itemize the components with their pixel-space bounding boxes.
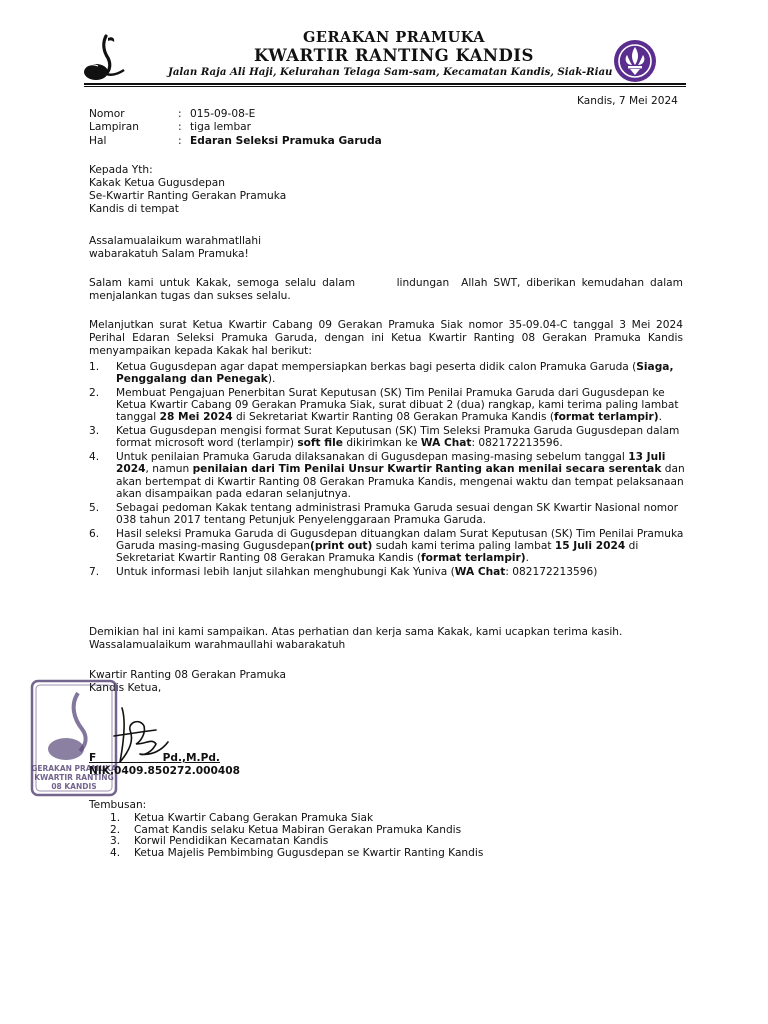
list-number: 6. bbox=[89, 527, 100, 540]
list-number: 2. bbox=[89, 387, 100, 399]
body-paragraph: Melanjutkan surat Ketua Kwartir Cabang 09 Gerakan Pramuka Siak nomor 35-09.04-C tanggal 3 Mei 2024 Perihal Edaran Seleksi Pramuka Garuda, dengan ini Ketua Kwartir Ranting 08 Gerakan Pramuka Kandis menyampaikan kepada Kakak hal berikut: bbox=[89, 319, 683, 357]
list-text-bold: WA Chat bbox=[420, 437, 472, 450]
meta-label: Hal bbox=[89, 135, 107, 147]
list-text-bold: (print out) bbox=[310, 539, 373, 552]
list-text-bold: 13 Juli 2024 bbox=[116, 451, 666, 476]
list-text: . bbox=[658, 411, 662, 424]
list-item bbox=[89, 361, 685, 385]
list-text-bold: penilaian dari Tim Penilai Unsur Kwartir Ranting akan menilai secara serentak bbox=[192, 463, 662, 476]
list-text: Membuat Pengajuan Penerbitan Surat Keputusan (SK) Tim Penilai Pramuka Garuda dari Gugusdepan ke Ketua Kwartir Cabang 09 Gerakan Pramuka Siak, surat dibuat 2 (dua) rangkap, kami terima paling lambat tanggal bbox=[116, 387, 679, 424]
meta-colon: : bbox=[178, 135, 182, 147]
meta-value: tiga lembar bbox=[190, 121, 252, 133]
list-number: 3. bbox=[110, 835, 121, 848]
list-number: 2. bbox=[110, 823, 121, 836]
recipient-line: Kepada Yth: bbox=[89, 164, 153, 176]
meta-label: Nomor bbox=[89, 108, 125, 120]
stamp-text-line1: GERAKAN PRAMUKA bbox=[31, 764, 117, 773]
signature-block bbox=[89, 669, 286, 695]
list-text: Sebagai pedoman Kakak tentang administrasi Pramuka Garuda sesuai dengan SK Kwartir Nasional nomor 038 tahun 2017 tentang Petunjuk Penyelenggaraan Pramuka Garuda. bbox=[116, 501, 678, 526]
list-text: , namun bbox=[145, 463, 193, 476]
list-text: . bbox=[525, 552, 529, 565]
list-item bbox=[89, 451, 685, 500]
stamp-text-line2: KWARTIR RANTING bbox=[34, 773, 114, 782]
list-text: Ketua Gugusdepan agar dapat mempersiapkan berkas bagi peserta didik calon Pramuka Garuda ( bbox=[116, 361, 637, 373]
list-text: Untuk penilaian Pramuka Garuda dilaksanakan di Gugusdepan masing-masing sebelum tanggal bbox=[116, 451, 629, 464]
list-text: di Sekretariat Kwartir Ranting 08 Gerakan Pramuka Kandis ( bbox=[116, 539, 639, 565]
meta-value: 015-09-08-E bbox=[190, 108, 256, 120]
list-number: 1. bbox=[89, 361, 100, 373]
meta-nomor bbox=[89, 108, 255, 121]
list-text: dan akan bertempat di Kwartir Ranting 08 Gerakan Pramuka Kandis, mengenai waktu dan tempat pelaksanaan akan disampaikan pada edaran selanjutnya. bbox=[116, 463, 685, 500]
list-item bbox=[89, 425, 685, 449]
signature-role: Kandis Ketua, bbox=[89, 682, 162, 694]
list-text: Ketua Gugusdepan mengisi format Surat Keputusan (SK) Tim Seleksi Pramuka Garuda Gugusdepan dalam format microsoft word (terlampir) bbox=[116, 425, 680, 450]
list-text-bold: format terlampir) bbox=[420, 552, 526, 565]
signature-org: Kwartir Ranting 08 Gerakan Pramuka bbox=[89, 669, 286, 681]
stamp-text-line3: 08 KANDIS bbox=[51, 782, 97, 791]
list-text-bold: Siaga, Penggalang dan Penegak bbox=[116, 361, 674, 386]
recipient-line: Kandis di tempat bbox=[89, 203, 179, 215]
greeting-line: wabarakatuh Salam Pramuka! bbox=[89, 248, 249, 260]
closing-block bbox=[89, 626, 622, 652]
org-name-line2: KWARTIR RANTING KANDIS bbox=[254, 46, 534, 65]
list-number: 7. bbox=[89, 565, 100, 578]
list-text-bold: 28 Mei 2024 bbox=[159, 411, 233, 424]
list-text: Korwil Pendidikan Kecamatan Kandis bbox=[134, 835, 329, 848]
list-number: 4. bbox=[110, 846, 121, 859]
list-text-bold: 15 Juli 2024 bbox=[554, 539, 626, 552]
list-text: sudah kami terima paling lambat bbox=[372, 539, 555, 552]
list-text: dikirimkan ke bbox=[342, 437, 421, 450]
tembusan-list bbox=[110, 813, 483, 859]
list-text: Untuk informasi lebih lanjut silahkan menghubungi Kak Yuniva ( bbox=[116, 565, 455, 578]
list-item bbox=[89, 387, 685, 424]
list-text: Ketua Kwartir Cabang Gerakan Pramuka Siak bbox=[134, 812, 374, 824]
list-text: di Sekretariat Kwartir Ranting 08 Gerakan Pramuka Kandis ( bbox=[232, 411, 554, 424]
list-text-bold: WA Chat bbox=[454, 565, 506, 578]
list-text: Ketua Majelis Pembimbing Gugusdepan se Kwartir Ranting Kandis bbox=[134, 846, 484, 859]
list-text: ). bbox=[267, 373, 276, 386]
header-rule-thin bbox=[84, 86, 686, 87]
meta-label: Lampiran bbox=[89, 121, 139, 133]
tembusan-label: Tembusan: bbox=[89, 799, 147, 811]
intro-paragraph: Salam kami untuk Kakak, semoga selalu dalam lindungan Allah SWT, diberikan kemudahan dalam menjalankan tugas dan sukses selalu. bbox=[89, 277, 687, 302]
list-item bbox=[89, 528, 685, 565]
meta-value: Edaran Seleksi Pramuka Garuda bbox=[190, 135, 382, 147]
list-number: 4. bbox=[89, 451, 100, 464]
list-item bbox=[110, 848, 483, 860]
org-address: Jalan Raja Ali Haji, Kelurahan Telaga Sam-sam, Kecamatan Kandis, Siak-Riau bbox=[168, 66, 613, 78]
signatory-name bbox=[89, 752, 220, 764]
meta-lampiran bbox=[89, 121, 251, 134]
greeting-line: Assalamualaikum warahmatllahi bbox=[89, 235, 262, 247]
recipient-block bbox=[89, 164, 286, 216]
org-name-line1: GERAKAN PRAMUKA bbox=[303, 29, 485, 46]
recipient-line: Se-Kwartir Ranting Gerakan Pramuka bbox=[89, 190, 287, 202]
recipient-line: Kakak Ketua Gugusdepan bbox=[89, 177, 225, 189]
list-text: : 082172213596. bbox=[471, 437, 563, 450]
meta-hal bbox=[89, 135, 382, 148]
list-text: Hasil seleksi Pramuka Garuda di Gugusdepan dituangkan dalam Surat Keputusan (SK) Tim Penilai Pramuka Garuda masing-masing Gugusdepan bbox=[116, 527, 684, 552]
list-number: 3. bbox=[89, 425, 100, 438]
instruction-list bbox=[89, 361, 685, 580]
closing-line: Demikian hal ini kami sampaikan. Atas perhatian dan kerja sama Kakak, kami ucapkan terima kasih. bbox=[89, 626, 623, 638]
meta-colon: : bbox=[178, 108, 182, 120]
signatory-nik: NIK.0409.850272.000408 bbox=[89, 765, 241, 777]
list-number: 5. bbox=[89, 501, 100, 514]
list-text-bold: format terlampir) bbox=[553, 411, 659, 424]
list-text: : 082172213596) bbox=[505, 565, 598, 578]
list-item bbox=[89, 502, 685, 526]
letter-date: Kandis, 7 Mei 2024 bbox=[577, 95, 678, 107]
meta-colon: : bbox=[178, 121, 182, 133]
list-number: 1. bbox=[110, 812, 121, 824]
list-text: Camat Kandis selaku Ketua Mabiran Gerakan Pramuka Kandis bbox=[134, 823, 462, 836]
list-item bbox=[89, 566, 685, 578]
closing-line: Wassalamualaikum warahmaullahi wabarakatuh bbox=[89, 639, 346, 651]
header-rule-thick bbox=[84, 83, 686, 85]
list-text-bold: soft file bbox=[297, 437, 343, 450]
greeting-block bbox=[89, 235, 261, 261]
signatory-name-text: F Pd.,M.Pd. bbox=[89, 752, 220, 764]
